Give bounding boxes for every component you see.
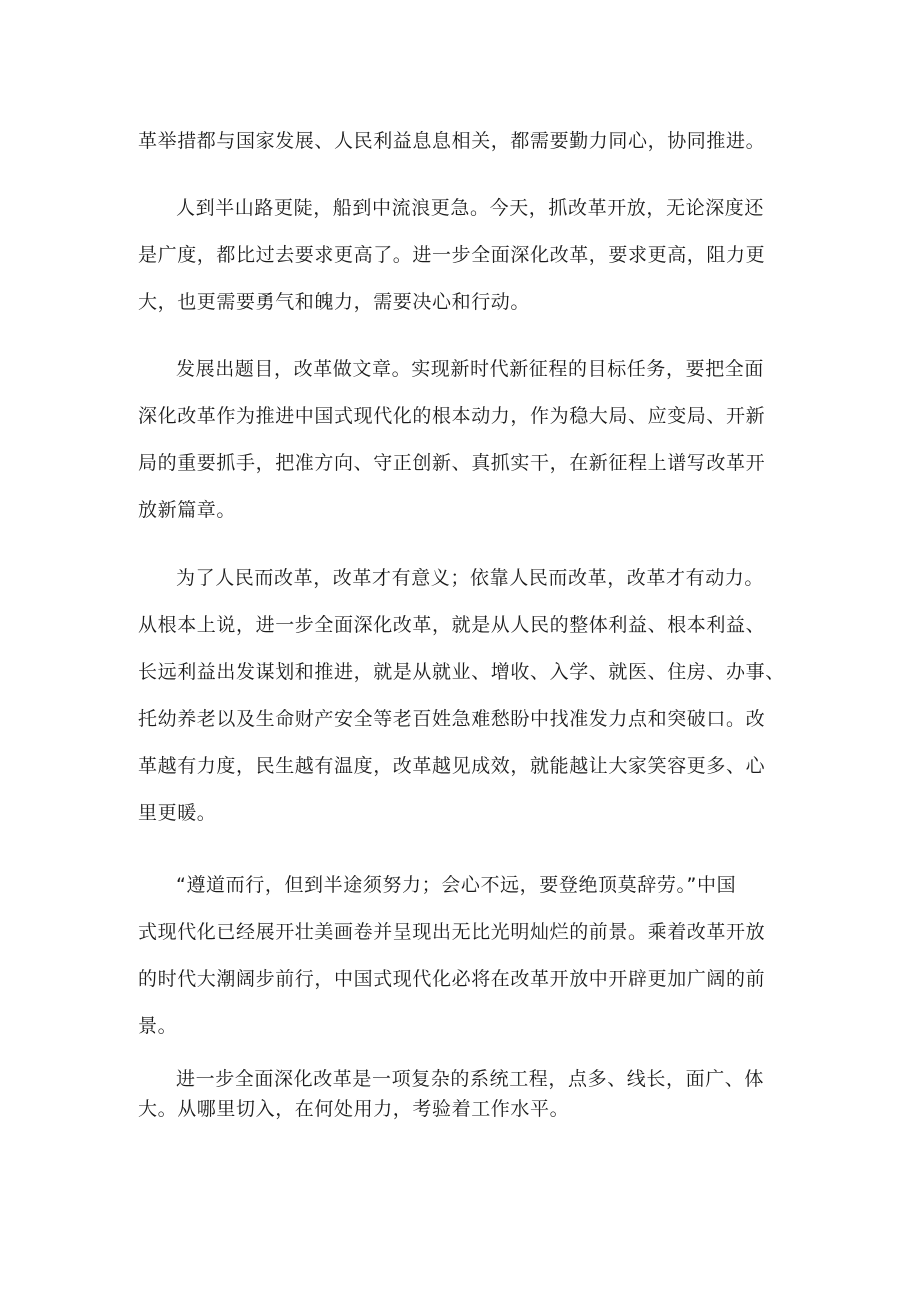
paragraph-4-line-2: 从根本上说，进一步全面深化改革，就是从人民的整体利益、根本利益、	[138, 614, 766, 636]
paragraph-4-line-3: 长远利益出发谋划和推进，就是从就业、增收、入学、就医、住房、办事、	[138, 661, 785, 683]
paragraph-5-line-4: 景。	[138, 1015, 178, 1037]
paragraph-5-line-2: 式现代化已经展开壮美画卷并呈现出无比光明灿烂的前景。乘着改革开放	[138, 921, 766, 943]
paragraph-4-line-1: 为了人民而改革，改革才有意义；依靠人民而改革，改革才有动力。	[176, 567, 765, 589]
paragraph-4-line-4: 托幼养老以及生命财产安全等老百姓急难愁盼中找准发力点和突破口。改	[138, 708, 766, 730]
paragraph-3-line-4: 放新篇章。	[138, 499, 237, 521]
paragraph-4-line-6: 里更暖。	[138, 802, 217, 824]
paragraph-3-line-2: 深化改革作为推进中国式现代化的根本动力，作为稳大局、应变局、开新	[138, 405, 766, 427]
paragraph-6-line-2: 大。从哪里切入，在何处用力，考验着工作水平。	[138, 1098, 570, 1120]
paragraph-2-line-3: 大，也更需要勇气和魄力，需要决心和行动。	[138, 291, 531, 313]
paragraph-5-line-3: 的时代大潮阔步前行，中国式现代化必将在改革开放中开辟更加广阔的前	[138, 968, 766, 990]
paragraph-2-line-2: 是广度，都比过去要求更高了。进一步全面深化改革，要求更高，阻力更	[138, 244, 766, 266]
paragraph-1-line-1: 革举措都与国家发展、人民利益息息相关，都需要勤力同心，协同推进。	[138, 130, 766, 152]
paragraph-4-line-5: 革越有力度，民生越有温度，改革越见成效，就能越让大家笑容更多、心	[138, 755, 766, 777]
paragraph-6-line-1: 进一步全面深化改革是一项复杂的系统工程，点多、线长，面广、体	[176, 1068, 765, 1090]
paragraph-2-line-1: 人到半山路更陡，船到中流浪更急。今天，抓改革开放，无论深度还	[176, 197, 765, 219]
paragraph-5-line-1: “遵道而行，但到半途须努力；会心不远，要登绝顶莫辞劳。”中国	[176, 874, 737, 896]
paragraph-3-line-3: 局的重要抓手，把准方向、守正创新、真抓实干，在新征程上谱写改革开	[138, 452, 766, 474]
paragraph-3-line-1: 发展出题目，改革做文章。实现新时代新征程的目标任务，要把全面	[176, 358, 765, 380]
